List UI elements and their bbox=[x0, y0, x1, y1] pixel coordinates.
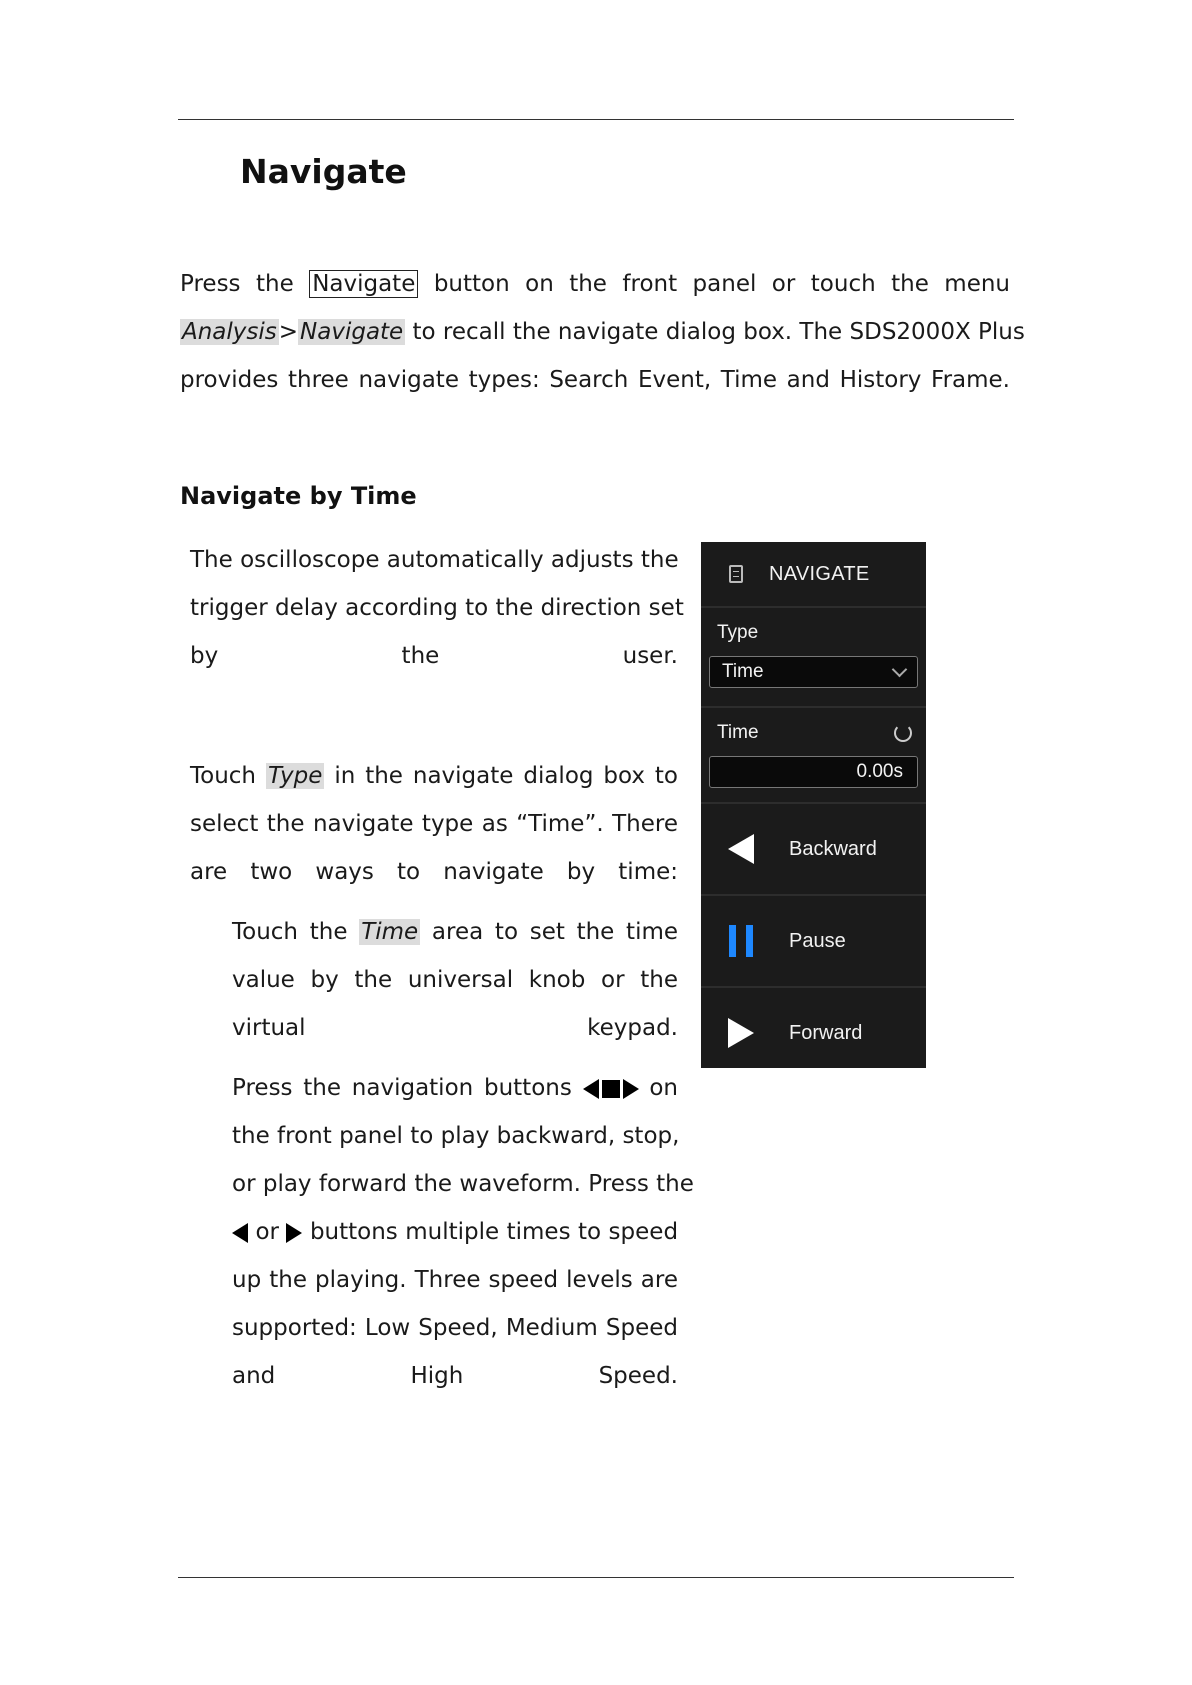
text-line: select the navigate type as “Time”. There bbox=[190, 811, 678, 837]
panel-title: NAVIGATE bbox=[769, 562, 870, 585]
forward-label: Forward bbox=[789, 1021, 863, 1044]
text-fragment: Press the navigation buttons bbox=[232, 1075, 572, 1101]
page-title: Navigate bbox=[240, 152, 407, 191]
footer-rule bbox=[178, 1577, 1014, 1578]
text-fragment: Touch the bbox=[232, 919, 348, 945]
text-line: The oscilloscope automatically adjusts the bbox=[190, 547, 679, 573]
forward-triangle-icon bbox=[286, 1223, 302, 1243]
text-line bbox=[232, 1064, 678, 1112]
text-line: value by the universal knob or the bbox=[232, 967, 678, 993]
type-label: Type bbox=[717, 622, 759, 643]
pause-icon bbox=[729, 925, 753, 957]
navigate-button-ref: Navigate bbox=[309, 270, 418, 298]
intro-line-1 bbox=[180, 260, 1010, 308]
chevron-down-icon bbox=[892, 661, 908, 677]
text-fragment: or bbox=[255, 1219, 279, 1245]
type-section bbox=[701, 608, 926, 708]
forward-icon bbox=[728, 1018, 754, 1048]
header-rule bbox=[178, 119, 1014, 120]
time-label: Time bbox=[717, 722, 759, 743]
panel-header bbox=[701, 542, 926, 608]
backward-triangle-icon bbox=[583, 1079, 599, 1099]
type-label-row bbox=[709, 618, 918, 648]
menu-ref-navigate: Navigate bbox=[300, 319, 404, 345]
intro-paragraph bbox=[180, 260, 1025, 404]
intro-line-3: provides three navigate types: Search Event, Time and History Frame. bbox=[180, 367, 1010, 393]
intro-line-2 bbox=[180, 308, 1025, 356]
backward-button[interactable] bbox=[701, 804, 926, 896]
forward-button[interactable] bbox=[701, 988, 926, 1078]
paragraph-touch-type bbox=[190, 752, 678, 896]
backward-icon bbox=[728, 834, 754, 864]
backward-label: Backward bbox=[789, 837, 877, 860]
text-line: virtual keypad. bbox=[232, 1015, 678, 1041]
document-icon bbox=[729, 565, 743, 583]
text-fragment: Touch bbox=[190, 763, 257, 789]
intro-text: Press the bbox=[180, 271, 294, 297]
menu-ref-analysis: Analysis bbox=[182, 319, 277, 345]
text-line: by the user. bbox=[190, 643, 678, 669]
text-line: trigger delay according to the direction set bbox=[190, 595, 684, 621]
text-line: supported: Low Speed, Medium Speed bbox=[232, 1315, 678, 1341]
pause-label: Pause bbox=[789, 929, 846, 952]
text-line bbox=[232, 1208, 678, 1256]
forward-triangle-icon bbox=[623, 1079, 639, 1099]
pause-button[interactable] bbox=[701, 896, 926, 988]
type-select-value: Time bbox=[722, 661, 764, 682]
text-line: and High Speed. bbox=[232, 1363, 678, 1389]
bullet-navigation-buttons bbox=[232, 1064, 694, 1400]
bullet-touch-time bbox=[232, 908, 678, 1052]
time-ref: Time bbox=[361, 919, 419, 945]
menu-separator: > bbox=[278, 319, 299, 345]
time-section[interactable] bbox=[701, 708, 926, 804]
type-select[interactable] bbox=[709, 656, 918, 688]
section-heading: Navigate by Time bbox=[180, 482, 417, 510]
text-fragment: buttons multiple times to speed bbox=[309, 1219, 679, 1245]
text-line: up the playing. Three speed levels are bbox=[232, 1267, 678, 1293]
stop-square-icon bbox=[602, 1080, 620, 1098]
text-fragment: on bbox=[649, 1075, 679, 1101]
text-line bbox=[190, 752, 678, 800]
text-line bbox=[232, 908, 678, 956]
navigate-panel bbox=[701, 542, 926, 1068]
text-line: or play forward the waveform. Press the bbox=[232, 1171, 694, 1197]
time-value-field[interactable]: 0.00s bbox=[709, 756, 918, 788]
text-line: the front panel to play backward, stop, bbox=[232, 1123, 680, 1149]
type-ref: Type bbox=[267, 763, 323, 789]
intro-text: to recall the navigate dialog box. The SDS2000X Plus bbox=[412, 319, 1025, 345]
text-fragment: in the navigate dialog box to bbox=[334, 763, 679, 789]
refresh-icon[interactable] bbox=[894, 724, 912, 742]
text-line: are two ways to navigate by time: bbox=[190, 859, 678, 885]
paragraph-trigger-delay bbox=[190, 536, 684, 680]
backward-triangle-icon bbox=[232, 1223, 248, 1243]
text-fragment: area to set the time bbox=[431, 919, 679, 945]
intro-text: button on the front panel or touch the menu bbox=[433, 271, 1011, 297]
time-label-row bbox=[709, 718, 918, 748]
